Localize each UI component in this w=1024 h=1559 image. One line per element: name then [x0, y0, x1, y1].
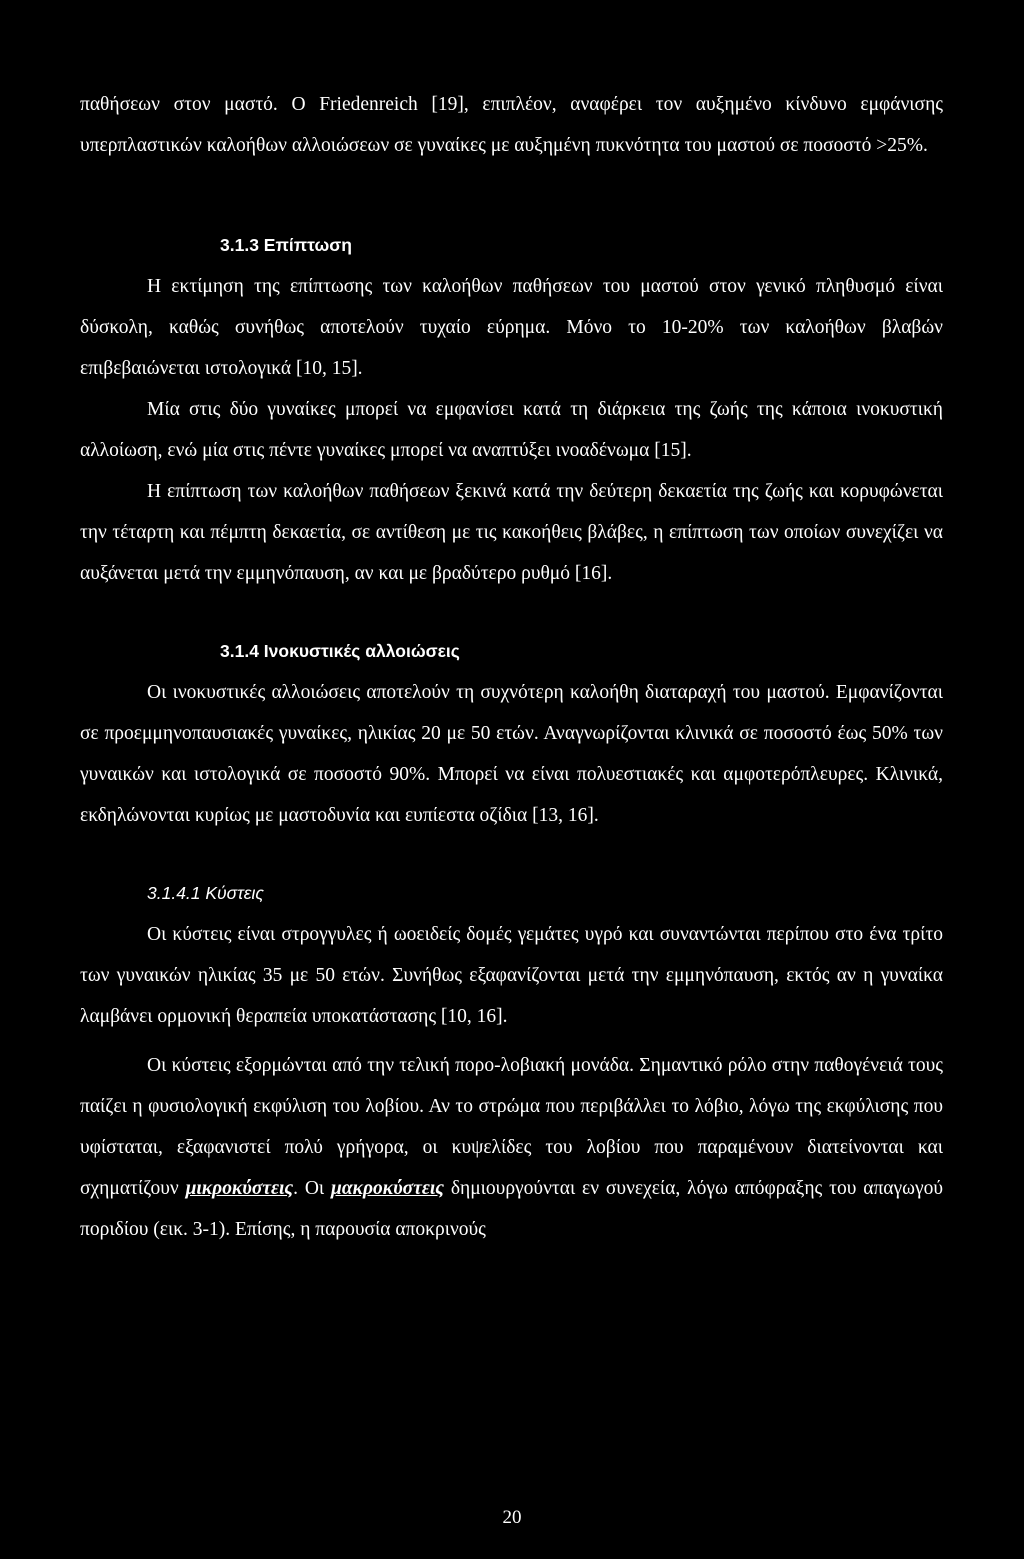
spacer [80, 836, 943, 873]
paragraph-incidence-3: Η επίπτωση των καλοήθων παθήσεων ξεκινά κατά την δεύτερη δεκαετία της ζωής και κορυφώνεται την τέταρτη και πέμπτη δεκαετία, σε αντίθεση με τις κακοήθεις βλάβες, η επίπτωση των οποίων συνεχίζει να αυξάνεται μετά την εμμηνόπαυση, αν και με βραδύτερο ρυθμό [16]. [80, 481, 943, 584]
term-microcysts: μικροκύστεις [185, 1178, 294, 1199]
spacer [80, 1037, 943, 1045]
section-heading-3-1-3: 3.1.3 Επίπτωση [220, 235, 352, 255]
text-run: . Οι [293, 1178, 332, 1199]
section-heading-3-1-4: 3.1.4 Ινοκυστικές αλλοιώσεις [220, 641, 460, 661]
paragraph-incidence-1: Η εκτίμηση της επίπτωσης των καλοήθων παθήσεων του μαστού στον γενικό πληθυσμό είναι δύσκολη, καθώς συνήθως αποτελούν τυχαίο εύρημα. Μόνο το 10-20% των καλοήθων βλαβών επιβεβαιώνεται ιστολογικά [10, 15]. [80, 276, 943, 379]
paragraph-incidence-2: Μία στις δύο γυναίκες μπορεί να εμφανίσει κατά τη διάρκεια της ζωής της κάποια ινοκυστική αλλοίωση, ενώ μία στις πέντε γυναίκες μπορεί να αναπτύξει ινοαδένωμα [15]. [80, 399, 943, 461]
document-page [80, 84, 943, 1250]
text-run: Οι κύστεις εξορμώνται από την τελική πορο-λοβιακή μονάδα. Σημαντικό ρόλο στην παθογένειά τους παίζει η φυσιολογική εκφύλιση του λοβίου. Αν το στρώμα που περιβάλλει το λόβιο, λόγω της εκφύλισης που υφίσταται, εξαφανιστεί πολύ γρήγορα, οι κυψελίδες του λοβίου που παραμένουν διατείνονται και σχηματίζουν [80, 1055, 943, 1199]
paragraph-fibrocystic: Οι ινοκυστικές αλλοιώσεις αποτελούν τη συχνότερη καλοήθη διαταραχή του μαστού. Εμφανίζονται σε προεμμηνοπαυσιακές γυναίκες, ηλικίας 20 με 50 ετών. Αναγνωρίζονται κλινικά σε ποσοστό έως 50% των γυναικών και ιστολογικά σε ποσοστό 90%. Μπορεί να είναι πολυεστιακές και αμφοτερόπλευρες. Κλινικά, εκδηλώνονται κυρίως με μαστοδυνία και ευπίεστα οζίδια [13, 16]. [80, 682, 943, 826]
page-number: 20 [502, 1507, 522, 1528]
spacer [80, 166, 943, 225]
paragraph-intro: παθήσεων στον μαστό. Ο Friedenreich [19], επιπλέον, αναφέρει τον αυξημένο κίνδυνο εμφάνισης υπερπλαστικών καλοήθων αλλοιώσεων σε γυναίκες με αυξημένη πυκνότητα του μαστού σε ποσοστό >25%. [80, 94, 943, 156]
term-macrocysts: μακροκύστεις [331, 1178, 444, 1199]
paragraph-cysts-2 [80, 1045, 943, 1250]
spacer [80, 594, 943, 631]
subsection-heading-3-1-4-1: 3.1.4.1 Κύστεις [147, 883, 264, 903]
text-run: δημιουργούνται εν συνεχεία, λόγω απόφραξης του απαγωγού πoριδίου (εικ. 3-1). Επίσης, η παρουσία αποκρινούς [80, 1178, 943, 1240]
paragraph-cysts-1: Οι κύστεις είναι στρογγυλες ή ωοειδείς δομές γεμάτες υγρό και συναντώνται περίπου στο ένα τρίτο των γυναικών ηλικίας 35 με 50 ετών. Συνήθως εξαφανίζονται μετά την εμμηνόπαυση, εκτός αν η γυναίκα λαμβάνει ορμονική θεραπεία υποκατάστασης [10, 16]. [80, 924, 943, 1027]
